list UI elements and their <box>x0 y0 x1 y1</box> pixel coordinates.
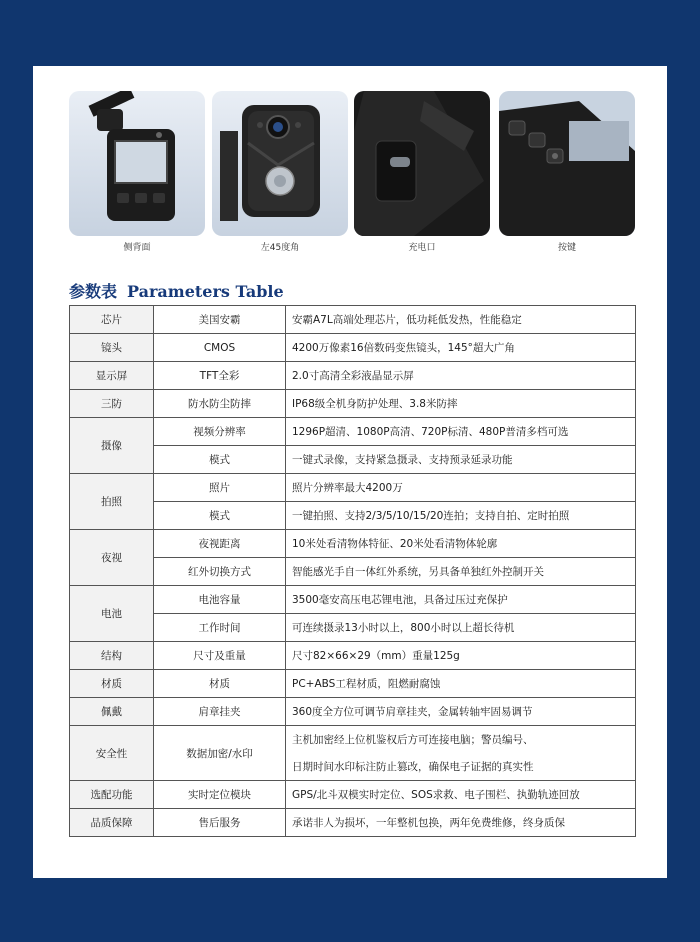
cell-category: 拍照 <box>70 474 154 530</box>
cell-category: 显示屏 <box>70 362 154 390</box>
cell-item: 肩章挂夹 <box>154 698 286 726</box>
caption-buttons: 按键 <box>557 243 576 253</box>
photo-left-45 <box>212 91 348 236</box>
cell-description: 可连续摄录13小时以上，800小时以上超长待机 <box>286 614 636 642</box>
table-row <box>70 446 636 474</box>
cell-item: 模式 <box>154 446 286 474</box>
cell-item: 售后服务 <box>154 809 286 837</box>
cell-category: 材质 <box>70 670 154 698</box>
table-row <box>70 334 636 362</box>
cell-description: 一键拍照、支持2/3/5/10/15/20连拍；支持自拍、定时拍照 <box>286 502 636 530</box>
cell-description: 安霸A7L高端处理芯片，低功耗低发热，性能稳定 <box>286 306 636 334</box>
table-row <box>70 809 636 837</box>
table-row <box>70 614 636 642</box>
cell-description: 智能感光手自一体红外系统，另具备单独红外控制开关 <box>286 558 636 586</box>
table-row <box>70 726 636 754</box>
table-row <box>70 558 636 586</box>
table-row <box>70 530 636 558</box>
cell-description: 360度全方位可调节肩章挂夹，金属转轴牢固易调节 <box>286 698 636 726</box>
product-sheet <box>33 66 667 878</box>
cell-item: 视频分辨率 <box>154 418 286 446</box>
cell-item: 红外切换方式 <box>154 558 286 586</box>
parameters-table <box>69 305 636 837</box>
cell-item: 工作时间 <box>154 614 286 642</box>
cell-description: 尺寸82×66×29（mm）重量125g <box>286 642 636 670</box>
photo-buttons <box>499 91 635 236</box>
photo-side-back <box>69 91 205 236</box>
caption-left-45: 左45度角 <box>260 243 300 253</box>
cell-category: 安全性 <box>70 726 154 781</box>
table-row <box>70 781 636 809</box>
cell-description: 承诺非人为损坏，一年整机包换，两年免费维修，终身质保 <box>286 809 636 837</box>
cell-category: 摄像 <box>70 418 154 474</box>
cell-item: 材质 <box>154 670 286 698</box>
cell-category: 佩戴 <box>70 698 154 726</box>
cell-item: 实时定位模块 <box>154 781 286 809</box>
cell-description: 10米处看清物体特征、20米处看清物体轮廓 <box>286 530 636 558</box>
table-row <box>70 502 636 530</box>
cell-description: IP68级全机身防护处理、3.8米防摔 <box>286 390 636 418</box>
cell-category: 镜头 <box>70 334 154 362</box>
product-photos <box>69 91 635 253</box>
cell-item: 照片 <box>154 474 286 502</box>
cell-item: 尺寸及重量 <box>154 642 286 670</box>
cell-description: 4200万像素16倍数码变焦镜头，145°超大广角 <box>286 334 636 362</box>
cell-description: 主机加密经上位机鉴权后方可连接电脑；警员编号、 <box>286 726 636 754</box>
cell-item: 夜视距离 <box>154 530 286 558</box>
photo-charging-port <box>354 91 490 236</box>
cell-description: 一键式录像，支持紧急摄录、支持预录延录功能 <box>286 446 636 474</box>
cell-description: 照片分辨率最大4200万 <box>286 474 636 502</box>
cell-item: 模式 <box>154 502 286 530</box>
table-row <box>70 698 636 726</box>
cell-description: 2.0寸高清全彩液晶显示屏 <box>286 362 636 390</box>
table-row <box>70 418 636 446</box>
cell-item: 防水防尘防摔 <box>154 390 286 418</box>
table-row <box>70 670 636 698</box>
cell-item: TFT全彩 <box>154 362 286 390</box>
cell-category: 芯片 <box>70 306 154 334</box>
cell-category: 品质保障 <box>70 809 154 837</box>
title-cn: 参数表 <box>69 282 118 301</box>
caption-side-back: 侧背面 <box>123 243 151 253</box>
cell-item: 美国安霸 <box>154 306 286 334</box>
title-en: Parameters Table <box>127 282 284 301</box>
cell-category: 三防 <box>70 390 154 418</box>
cell-description: 3500毫安高压电芯锂电池，具备过压过充保护 <box>286 586 636 614</box>
table-row <box>70 390 636 418</box>
cell-description: 1296P超清、1080P高清、720P标清、480P普清多档可选 <box>286 418 636 446</box>
cell-item: 电池容量 <box>154 586 286 614</box>
cell-category: 结构 <box>70 642 154 670</box>
cell-item: 数据加密/水印 <box>154 726 286 781</box>
table-row <box>70 642 636 670</box>
cell-category: 电池 <box>70 586 154 642</box>
table-row <box>70 586 636 614</box>
caption-charging-port: 充电口 <box>408 243 436 253</box>
cell-category: 选配功能 <box>70 781 154 809</box>
table-row <box>70 474 636 502</box>
page-title <box>69 279 284 302</box>
table-row <box>70 362 636 390</box>
cell-description: GPS/北斗双模实时定位、SOS求救、电子围栏、执勤轨迹回放 <box>286 781 636 809</box>
cell-description: 日期时间水印标注防止篡改，确保电子证据的真实性 <box>286 753 636 781</box>
cell-item: CMOS <box>154 334 286 362</box>
cell-description: PC+ABS工程材质，阻燃耐腐蚀 <box>286 670 636 698</box>
table-row <box>70 306 636 334</box>
cell-category: 夜视 <box>70 530 154 586</box>
